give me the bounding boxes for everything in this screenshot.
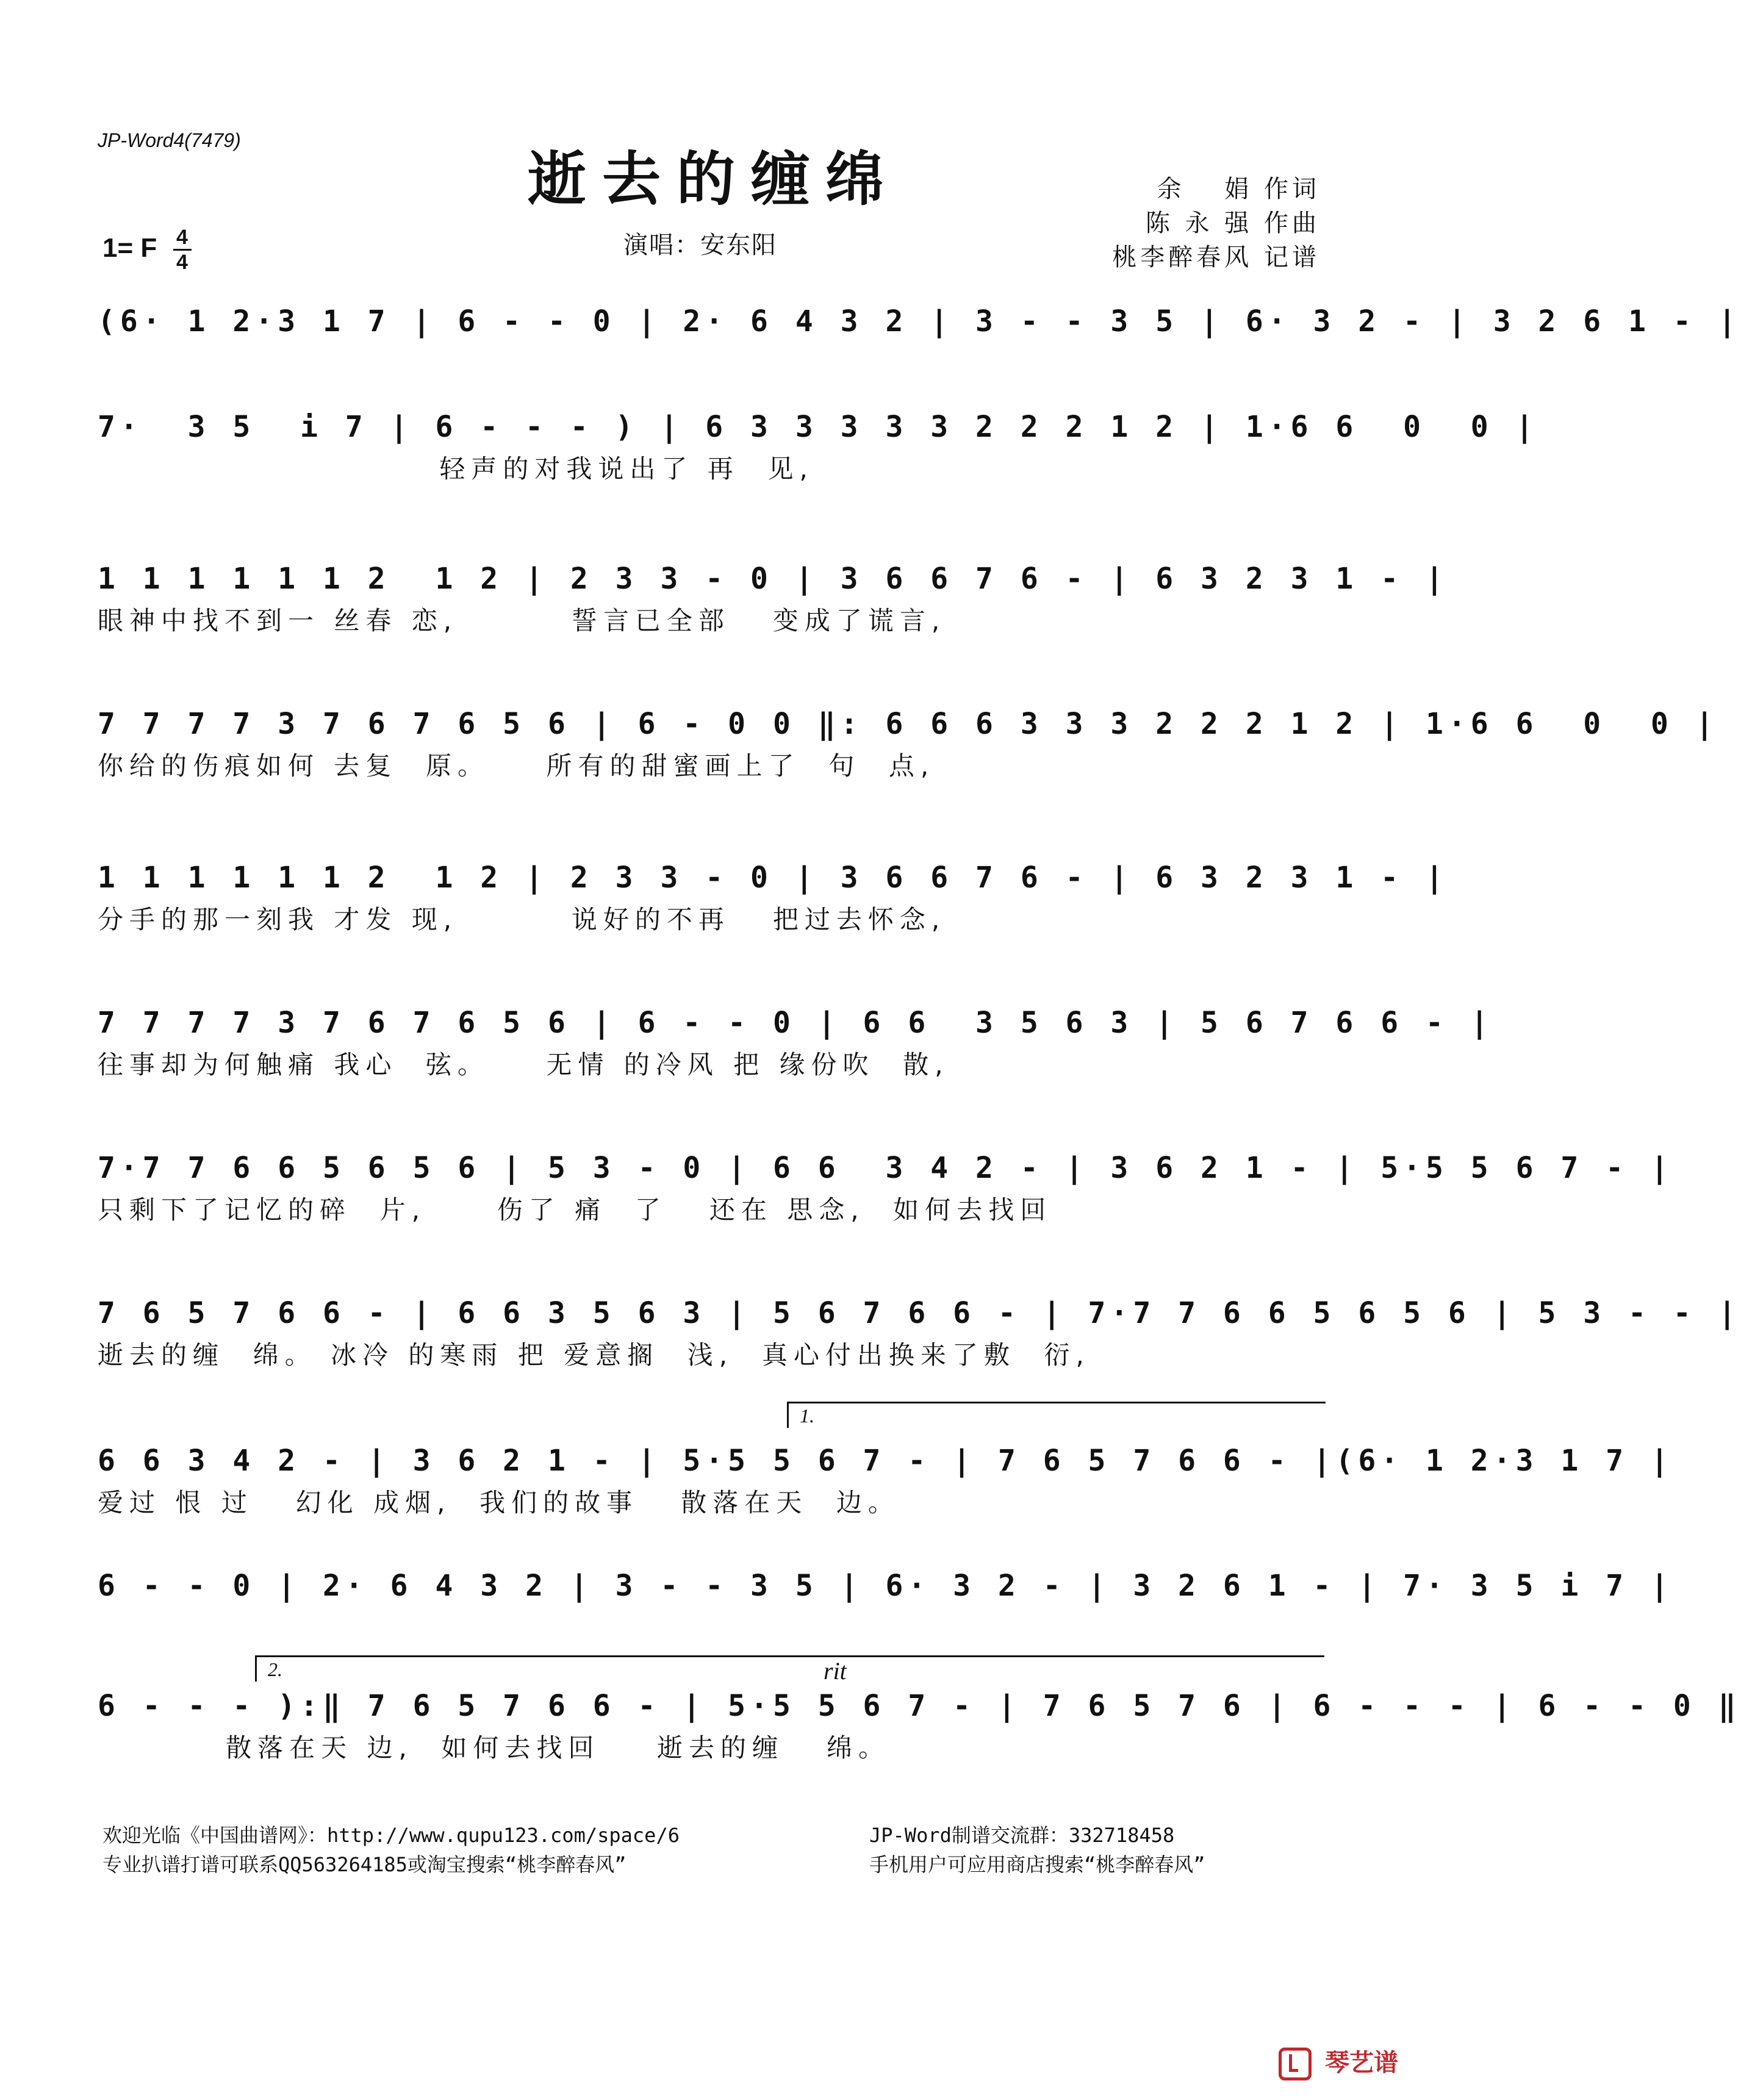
brand-logo bbox=[1279, 2043, 1398, 2080]
notation-line: 6 - - - ):‖ 7 6 5 7 6 6 - | 5·5 5 6 7 - | 7 6 5 7 6 | 6 - - - | 6 - - 0 ‖ bbox=[98, 1689, 1741, 1723]
time-top: 4 bbox=[176, 226, 188, 249]
key-signature bbox=[102, 227, 192, 273]
notation-line: (6· 1 2·3 1 7 | 6 - - 0 | 2· 6 4 3 2 | 3 - - 3 5 | 6· 3 2 - | 3 2 6 1 - | bbox=[98, 304, 1741, 339]
footer-group: JP-Word制谱交流群：332718458 bbox=[869, 1824, 1175, 1847]
brand-logo-icon bbox=[1279, 2048, 1312, 2080]
footer-site-link[interactable]: 欢迎光临《中国曲谱网》：http://www.qupu123.com/space/6 bbox=[102, 1824, 680, 1847]
first-ending-bracket bbox=[787, 1402, 1326, 1428]
time-bottom: 4 bbox=[176, 251, 188, 274]
lyrics-line: 眼神中找不到一 丝春 恋, 誓言已全部 变成了谎言, bbox=[98, 606, 946, 636]
footer-contact: 专业扒谱打谱可联系QQ563264185或淘宝搜索“桃李醉春风” bbox=[102, 1853, 626, 1876]
lyrics-line: 只剩下了记忆的碎 片, 伤了 痛 了 还在 思念, 如何去找回 bbox=[98, 1195, 1052, 1225]
lyrics-line: 往事却为何触痛 我心 弦。 无情 的冷风 把 缘份吹 散, bbox=[98, 1050, 949, 1080]
notation-line: 1 1 1 1 1 1 2 1 2 | 2 3 3 - 0 | 3 6 6 7 6 - | 6 3 2 3 1 - | bbox=[98, 861, 1448, 895]
transcriber: 桃李醉春风 记谱 bbox=[1112, 243, 1320, 271]
lyrics-line: 爱过 恨 过 幻化 成烟, 我们的故事 散落在天 边。 bbox=[98, 1488, 900, 1518]
notation-line: 1 1 1 1 1 1 2 1 2 | 2 3 3 - 0 | 3 6 6 7 6 - | 6 3 2 3 1 - | bbox=[98, 562, 1448, 596]
rit-marking: rit bbox=[824, 1657, 847, 1685]
first-ending-label: 1. bbox=[800, 1405, 814, 1427]
time-signature bbox=[173, 227, 192, 273]
notation-line: 7 6 5 7 6 6 - | 6 6 3 5 6 3 | 5 6 7 6 6 - | 7·7 7 6 6 5 6 5 6 | 5 3 - - | bbox=[98, 1296, 1741, 1330]
notation-line: 7 7 7 7 3 7 6 7 6 5 6 | 6 - 0 0 ‖: 6 6 6 3 3 3 2 2 2 1 2 | 1·6 6 0 0 | bbox=[98, 707, 1718, 741]
lyricist: 余 娟 作词 bbox=[1157, 175, 1320, 203]
lyrics-line: 分手的那一刻我 才发 现, 说好的不再 把过去怀念, bbox=[98, 905, 946, 934]
footer-mobile: 手机用户可应用商店搜索“桃李醉春风” bbox=[869, 1853, 1205, 1876]
lyrics-line: 轻声的对我说出了 再 见, bbox=[98, 454, 814, 484]
second-ending-bracket bbox=[255, 1655, 1324, 1682]
page-title: 逝去的缠绵 bbox=[528, 145, 900, 213]
lyrics-line: 逝去的缠 绵。 冰冷 的寒雨 把 爱意搁 浅, 真心付出换来了敷 衍, bbox=[98, 1340, 1090, 1370]
lyrics-line: 你给的伤痕如何 去复 原。 所有的甜蜜画上了 句 点, bbox=[98, 751, 935, 781]
notation-line: 7 7 7 7 3 7 6 7 6 5 6 | 6 - - 0 | 6 6 3 5 6 3 | 5 6 7 6 6 - | bbox=[98, 1006, 1493, 1040]
credits bbox=[1112, 172, 1320, 274]
notation-line: 6 - - 0 | 2· 6 4 3 2 | 3 - - 3 5 | 6· 3 2 - | 3 2 6 1 - | 7· 3 5 i 7 | bbox=[98, 1569, 1673, 1603]
software-label: JP-Word4(7479) bbox=[98, 129, 241, 151]
footer-left bbox=[102, 1821, 680, 1879]
composer: 陈 永 强 作曲 bbox=[1145, 209, 1320, 237]
footer-right bbox=[869, 1821, 1205, 1879]
second-ending-label: 2. bbox=[268, 1658, 282, 1680]
notation-line: 6 6 3 4 2 - | 3 6 2 1 - | 5·5 5 6 7 - | 7 6 5 7 6 6 - |(6· 1 2·3 1 7 | bbox=[98, 1444, 1673, 1478]
notation-line: 7·7 7 6 6 5 6 5 6 | 5 3 - 0 | 6 6 3 4 2 - | 3 6 2 1 - | 5·5 5 6 7 - | bbox=[98, 1151, 1673, 1185]
notation-line: 7· 3 5 i 7 | 6 - - - ) | 6 3 3 3 3 3 2 2 2 1 2 | 1·6 6 0 0 | bbox=[98, 410, 1538, 444]
key-label: 1= F bbox=[102, 233, 157, 263]
lyrics-line: 散落在天 边, 如何去找回 逝去的缠 绵。 bbox=[98, 1733, 891, 1763]
singer: 演唱：安东阳 bbox=[623, 231, 777, 259]
brand-logo-text: 琴艺谱 bbox=[1325, 2049, 1398, 2077]
